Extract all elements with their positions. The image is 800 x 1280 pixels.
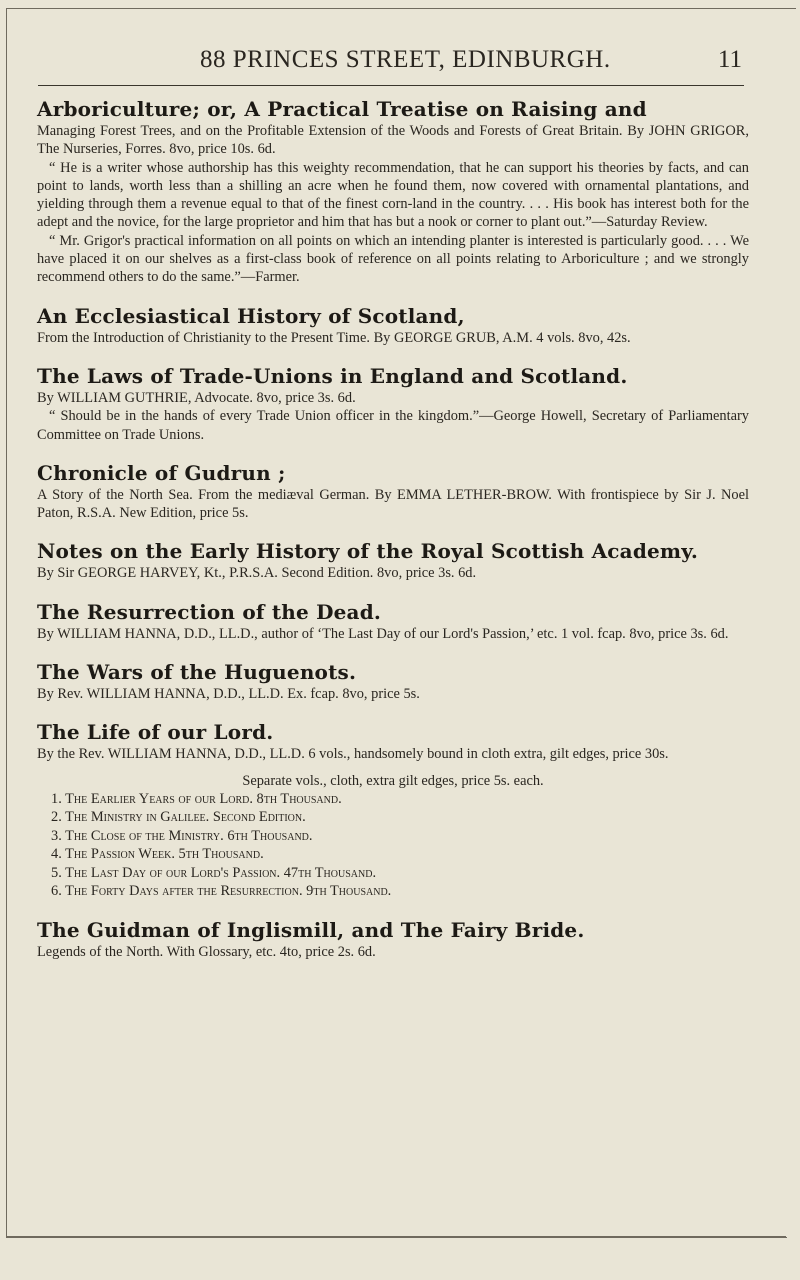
entry-title: Chronicle of Gudrun ; <box>37 460 286 485</box>
catalogue-content <box>37 96 749 961</box>
header-rule <box>38 85 744 86</box>
entry-title: The Guidman of Inglismill, and The Fairy Bride. <box>37 917 585 942</box>
page-number: 11 <box>717 46 742 73</box>
entry-huguenots <box>37 659 749 703</box>
entry-description: By the Rev. WILLIAM HANNA, D.D., LL.D. 6 vols., handsomely bound in cloth extra, gilt edges, price 30s. <box>37 746 669 763</box>
entry-resurrection <box>37 599 749 643</box>
entry-description: By Rev. WILLIAM HANNA, D.D., LL.D. Ex. fcap. 8vo, price 5s. <box>37 686 420 703</box>
entry-arboriculture <box>37 96 749 287</box>
entry-description: By Sir GEORGE HARVEY, Kt., P.R.S.A. Second Edition. 8vo, price 3s. 6d. <box>37 565 477 582</box>
review-quote: “ Mr. Grigor's practical information on all points on which an intending planter is interested is particularly good. . . . We have placed it on our shelves as a first-class book of reference on all points relating to Arboriculture ; and we strongly recommend others to do the same.”—Farmer. <box>37 232 749 286</box>
entry-title: An Ecclesiastical History of Scotland, <box>37 303 465 328</box>
entry-description: Managing Forest Trees, and on the Profitable Extension of the Woods and Forests of Great Britain. By JOHN GRIGOR, The Nurseries, Forres. 8vo, price 10s. 6d. <box>37 123 749 158</box>
volume-list <box>37 790 749 901</box>
entry-description: Legends of the North. With Glossary, etc. 4to, price 2s. 6d. <box>37 943 376 960</box>
list-item: 1. The Earlier Years of our Lord. 8th Thousand. <box>51 790 342 807</box>
entry-life-of-our-lord <box>37 719 749 901</box>
entry-title: The Resurrection of the Dead. <box>37 599 382 624</box>
list-item: 5. The Last Day of our Lord's Passion. 47th Thousand. <box>51 864 377 881</box>
entry-title: Arboriculture; or, A Practical Treatise on Raising and <box>37 97 647 121</box>
entry-title: The Wars of the Huguenots. <box>37 660 357 685</box>
list-item: 4. The Passion Week. 5th Thousand. <box>51 846 264 863</box>
entry-title: Notes on the Early History of the Royal Scottish Academy. <box>37 539 698 564</box>
entry-trade-unions <box>37 363 749 444</box>
entry-description: A Story of the North Sea. From the mediæval German. By EMMA LETHER-BROW. With frontispiece by Sir J. Noel Paton, R.S.A. New Edition, price 5s. <box>37 486 749 522</box>
entry-ecclesiastical-history <box>37 303 749 347</box>
entry-description: From the Introduction of Christianity to the Present Time. By GEORGE GRUB, A.M. 4 vols. 8vo, 42s. <box>37 329 631 346</box>
bottom-border-rule <box>6 1236 786 1237</box>
entry-description: By WILLIAM GUTHRIE, Advocate. 8vo, price 3s. 6d. <box>37 389 356 406</box>
review-quote: “ Should be in the hands of every Trade Union officer in the kingdom.”—George Howell, Secretary of Parliamentary Committee on Trade Unions. <box>37 408 749 443</box>
list-item: 2. The Ministry in Galilee. Second Edition. <box>51 809 306 826</box>
entry-title: The Life of our Lord. <box>37 720 274 745</box>
running-head: 88 PRINCES STREET, EDINBURGH. <box>200 46 611 73</box>
entry-gudrun <box>37 460 749 523</box>
separate-volumes-note: Separate vols., cloth, extra gilt edges, price 5s. each. <box>242 772 544 789</box>
list-item: 6. The Forty Days after the Resurrection. 9th Thousand. <box>51 883 392 900</box>
list-item: 3. The Close of the Ministry. 6th Thousand. <box>51 827 313 844</box>
entry-guidman-of-inglismill <box>37 917 749 961</box>
page-header <box>0 46 800 86</box>
entry-title: The Laws of Trade-Unions in England and Scotland. <box>37 363 628 388</box>
review-quote: “ He is a writer whose authorship has this weighty recommendation, that he can support his theories by facts, and can point to lands, worth less than a shilling an acre when he found them, now covered with ornamental plantations, and yielding through them a revenue equal to that of the finest corn-land in the country. . . . His book has interest both for the adept and the novice, for the large proprietor and him that has but a nook or corner to plant out.”—Saturday Review. <box>37 159 749 231</box>
entry-royal-scottish-academy <box>37 538 749 582</box>
entry-description: By WILLIAM HANNA, D.D., LL.D., author of ‘The Last Day of our Lord's Passion,’ etc. 1 vol. fcap. 8vo, price 3s. 6d. <box>37 625 729 642</box>
